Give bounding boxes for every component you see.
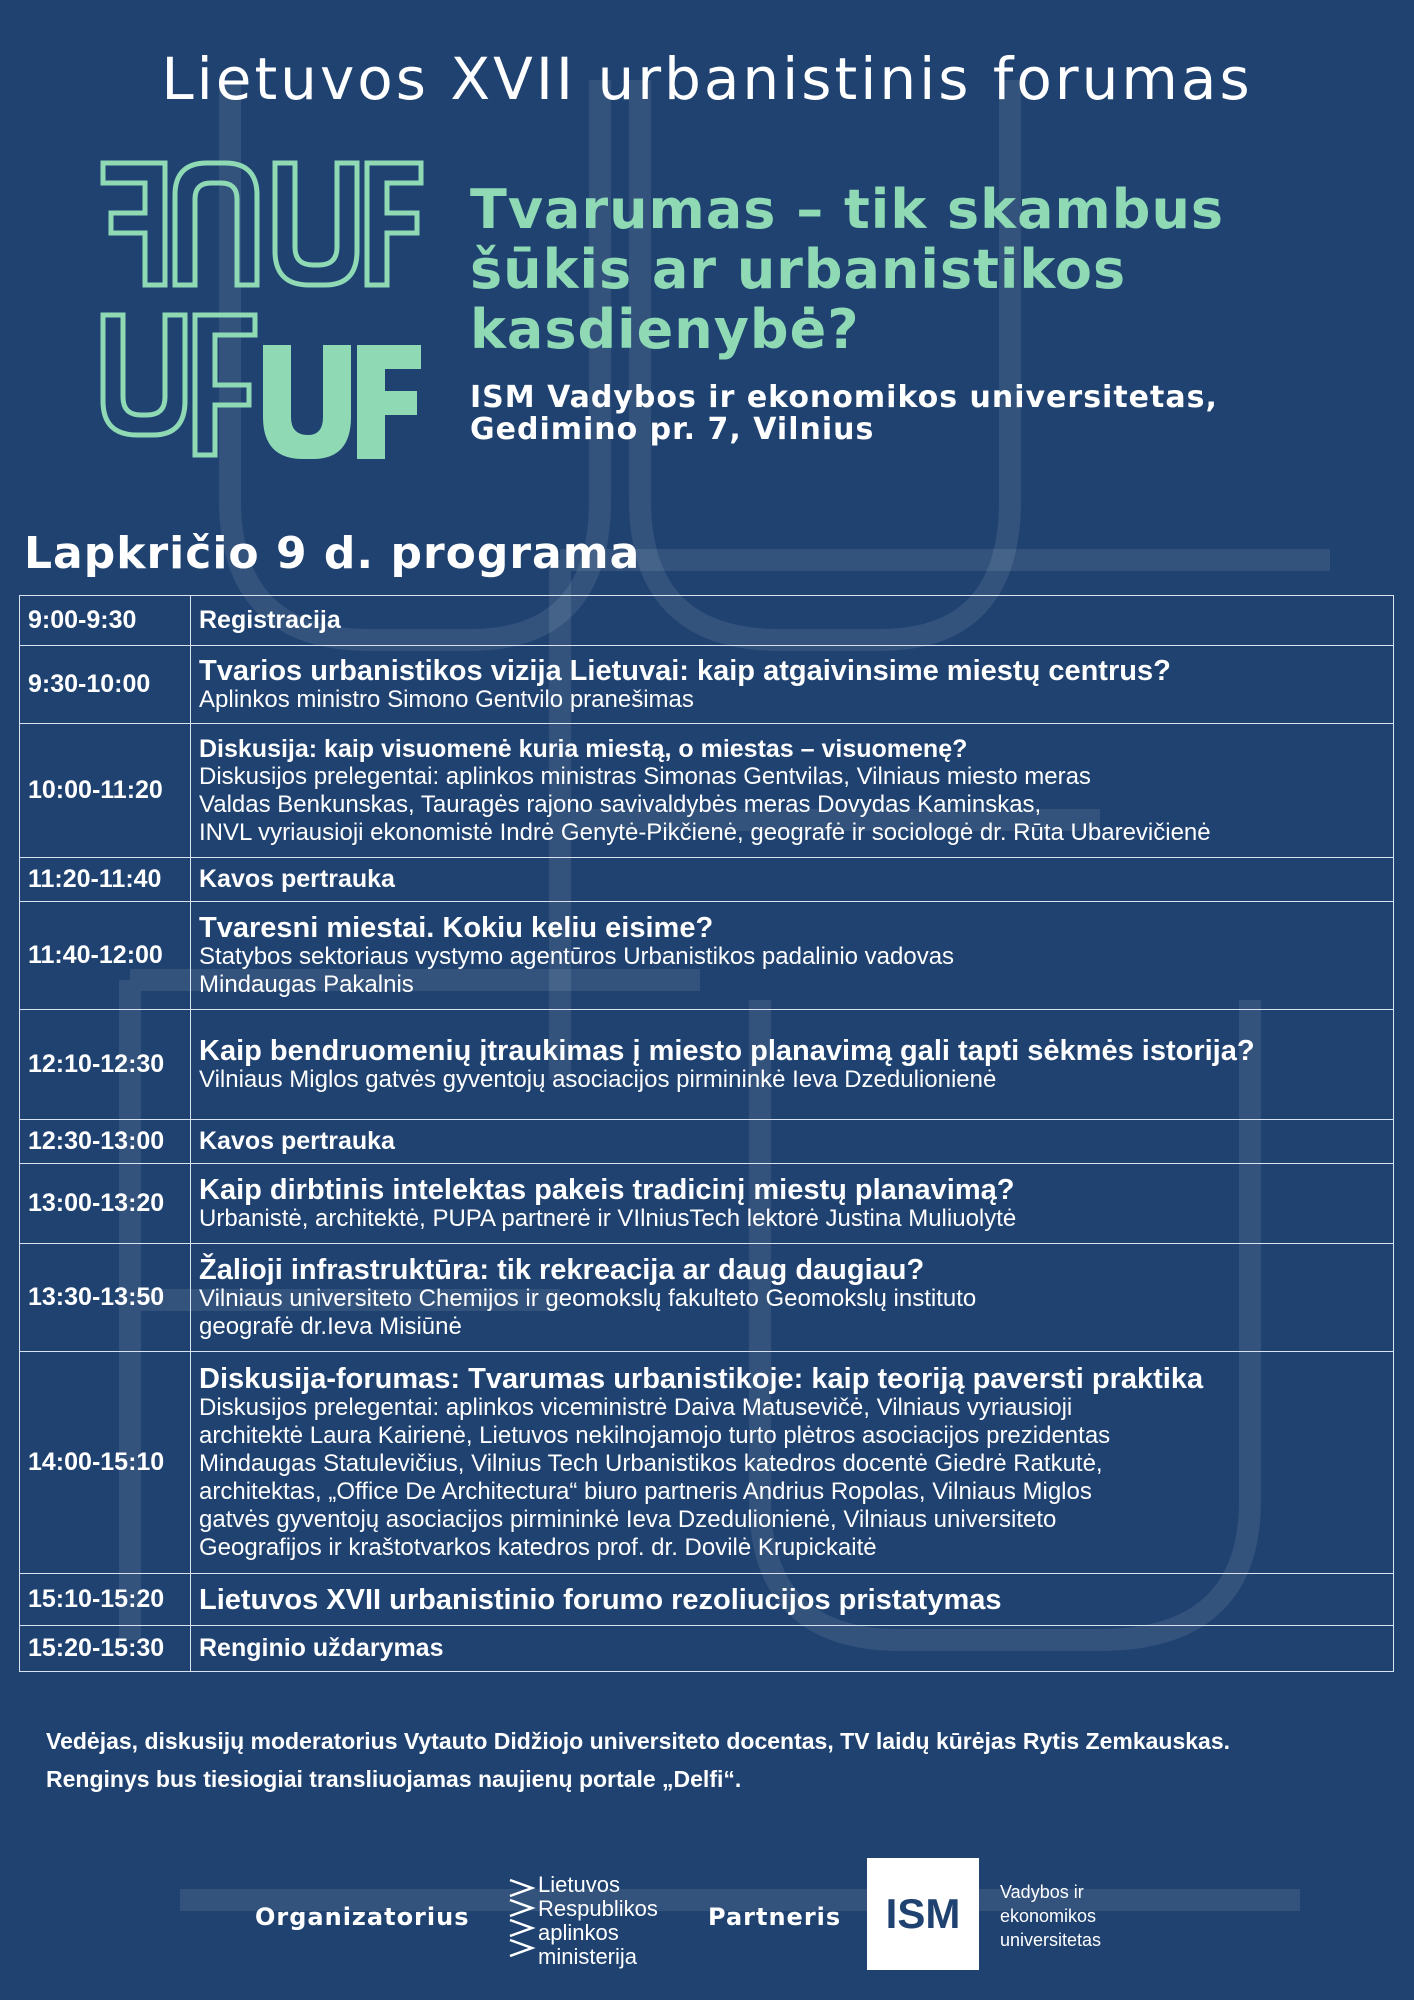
program-time: 9:30-10:00 — [20, 646, 191, 724]
program-row — [20, 1164, 1394, 1244]
organizer-label: Organizatorius — [255, 1903, 470, 1931]
program-session — [191, 1626, 1394, 1672]
forum-theme-line: Tvarumas – tik skambus — [470, 178, 1225, 241]
session-speakers-line: Vilniaus Miglos gatvės gyventojų asociacijos pirmininkė Ieva Dzedulionienė — [199, 1065, 997, 1093]
organizer-name — [538, 1873, 658, 1969]
forum-theme-line: kasdienybė? — [470, 298, 860, 361]
program-row — [20, 902, 1394, 1010]
program-session — [191, 1574, 1394, 1626]
program-time: 13:00-13:20 — [20, 1164, 191, 1244]
program-session — [191, 1352, 1394, 1574]
venue-address — [470, 382, 1370, 446]
logo-solid-f — [357, 345, 421, 459]
session-speakers-line: Diskusijos prelegentai: aplinkos viceministrė Daiva Matusevičė, Vilniaus vyriausioji — [199, 1393, 1073, 1421]
program-row — [20, 1120, 1394, 1164]
program-time: 15:10-15:20 — [20, 1574, 191, 1626]
note-moderator: Vedėjas, diskusijų moderatorius Vytauto Didžiojo universiteto docentas, TV laidų kūrėjas Rytis Zemkauskas. — [46, 1728, 1231, 1754]
organizer-name-line: aplinkos — [538, 1920, 619, 1945]
program-session — [191, 1120, 1394, 1164]
session-title: Kaip bendruomenių įtraukimas į miesto planavimą gali tapti sėkmės istorija? — [199, 1034, 1255, 1067]
session-speakers-line: Urbanistė, architektė, PUPA partnerė ir VIlniusTech lektorė Justina Muliuolytė — [199, 1204, 1017, 1232]
program-time: 10:00-11:20 — [20, 724, 191, 858]
program-time: 15:20-15:30 — [20, 1626, 191, 1672]
program-session — [191, 724, 1394, 858]
note-broadcast: Renginys bus tiesiogiai transliuojamas naujienų portale „Delfi“. — [46, 1766, 742, 1792]
program-row — [20, 1626, 1394, 1672]
venue-line: Gedimino pr. 7, Vilnius — [470, 412, 875, 447]
program-session — [191, 1010, 1394, 1120]
event-notes — [46, 1722, 1386, 1798]
program-time: 12:30-13:00 — [20, 1120, 191, 1164]
organizer-name-line: ministerija — [538, 1944, 638, 1969]
session-speakers-line: Statybos sektoriaus vystymo agentūros Urbanistikos padalinio vadovas — [199, 942, 955, 970]
program-time: 9:00-9:30 — [20, 596, 191, 646]
program-row — [20, 1574, 1394, 1626]
session-title: Renginio uždarymas — [199, 1634, 444, 1662]
forum-theme — [470, 180, 1370, 360]
program-time: 12:10-12:30 — [20, 1010, 191, 1120]
session-title: Kavos pertrauka — [199, 865, 395, 893]
program-title: Lapkričio 9 d. programa — [24, 528, 641, 579]
organizer-name-line: Lietuvos — [538, 1872, 620, 1897]
session-title: Žalioji infrastruktūra: tik rekreacija ar daug daugiau? — [199, 1253, 925, 1286]
session-title: Tvaresni miestai. Kokiu keliu eisime? — [199, 911, 714, 944]
partner-name-line: Vadybos ir — [1000, 1882, 1084, 1902]
program-row — [20, 1010, 1394, 1120]
session-title: Kaip dirbtinis intelektas pakeis tradicinį miestų planavimą? — [199, 1173, 1015, 1206]
session-speakers-line: Mindaugas Statulevičius, Vilnius Tech Urbanistikos katedros docentė Giedrė Ratkutė, — [199, 1449, 1103, 1477]
session-speakers-line: Valdas Benkunskas, Tauragės rajono savivaldybės meras Dovydas Kaminskas, — [199, 790, 1042, 818]
program-session — [191, 596, 1394, 646]
program-row — [20, 724, 1394, 858]
program-session — [191, 1164, 1394, 1244]
program-session — [191, 1244, 1394, 1352]
session-title: Tvarios urbanistikos vizija Lietuvai: kaip atgaivinsime miestų centrus? — [199, 654, 1171, 687]
logo-solid-u — [263, 345, 351, 459]
organizer-name-line: Respublikos — [538, 1896, 658, 1921]
ministry-logo-icon — [506, 1876, 536, 1964]
session-title: Diskusija: kaip visuomenė kuria miestą, o miestas – visuomenę? — [199, 734, 968, 763]
program-time: 11:40-12:00 — [20, 902, 191, 1010]
session-speakers-line: architektė Laura Kairienė, Lietuvos nekilnojamojo turto plėtros asociacijos prezidentas — [199, 1421, 1111, 1449]
venue-line: ISM Vadybos ir ekonomikos universitetas, — [470, 380, 1218, 415]
program-row — [20, 858, 1394, 902]
session-title: Registracija — [199, 606, 341, 634]
session-speakers-line: Geografijos ir kraštotvarkos katedros prof. dr. Dovilė Krupickaitė — [199, 1533, 877, 1561]
session-speakers-line: Mindaugas Pakalnis — [199, 970, 414, 998]
ism-logo: ISM — [867, 1858, 979, 1970]
partner-name-line: ekonomikos — [1000, 1906, 1097, 1926]
program-session — [191, 646, 1394, 724]
session-speakers-line: Aplinkos ministro Simono Gentvilo pranešimas — [199, 685, 694, 713]
program-table — [19, 595, 1394, 1672]
program-row — [20, 596, 1394, 646]
session-speakers-line: architektas, „Office De Architectura“ biuro partneris Andrius Ropolas, Vilniaus Miglos — [199, 1477, 1092, 1505]
forum-logo — [95, 155, 425, 465]
forum-title: Lietuvos XVII urbanistinis forumas — [161, 45, 1253, 113]
program-time: 13:30-13:50 — [20, 1244, 191, 1352]
session-speakers-line: INVL vyriausioji ekonomistė Indrė Genytė-Pikčienė, geografė ir sociologė dr. Rūta Ubarevičienė — [199, 818, 1211, 846]
program-row — [20, 646, 1394, 724]
program-time: 11:20-11:40 — [20, 858, 191, 902]
program-session — [191, 902, 1394, 1010]
session-title: Lietuvos XVII urbanistinio forumo rezoliucijos pristatymas — [199, 1583, 1002, 1616]
program-session — [191, 858, 1394, 902]
partner-name — [1000, 1880, 1101, 1952]
program-row — [20, 1352, 1394, 1574]
session-speakers-line: Diskusijos prelegentai: aplinkos ministras Simonas Gentvilas, Vilniaus miesto meras — [199, 762, 1091, 790]
forum-theme-line: šūkis ar urbanistikos — [470, 238, 1127, 301]
program-row — [20, 1244, 1394, 1352]
session-title: Diskusija-forumas: Tvarumas urbanistikoje: kaip teoriją paversti praktika — [199, 1362, 1204, 1395]
program-time: 14:00-15:10 — [20, 1352, 191, 1574]
partner-label: Partneris — [708, 1903, 842, 1931]
session-speakers-line: gatvės gyventojų asociacijos pirmininkė Ieva Dzedulionienė, Vilniaus universiteto — [199, 1505, 1057, 1533]
partner-name-line: universitetas — [1000, 1930, 1102, 1950]
session-title: Kavos pertrauka — [199, 1127, 395, 1155]
session-speakers-line: Vilniaus universiteto Chemijos ir geomokslų fakulteto Geomokslų instituto — [199, 1284, 977, 1312]
session-speakers-line: geografė dr.Ieva Misiūnė — [199, 1312, 462, 1340]
